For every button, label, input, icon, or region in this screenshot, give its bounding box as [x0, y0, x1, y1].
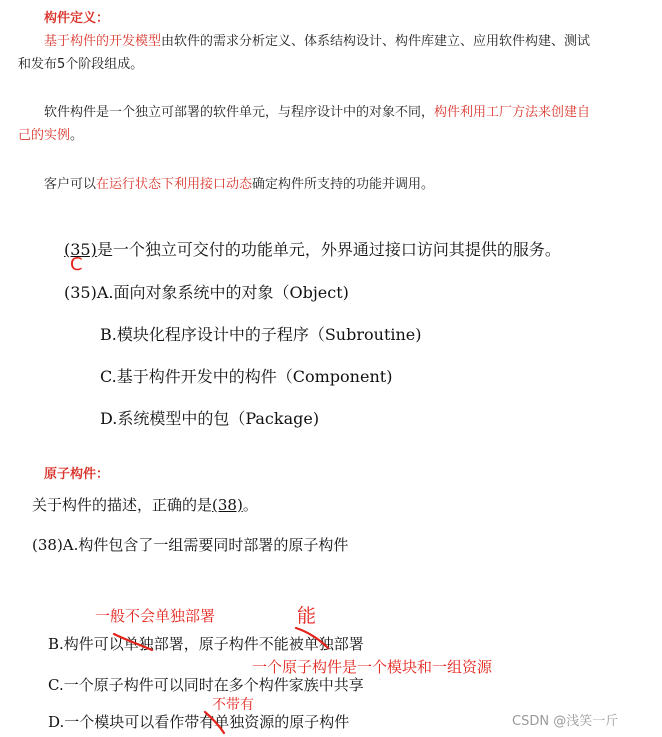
annotation-not-deployed-alone: 一般不会单独部署 — [95, 607, 216, 625]
answer-mark-c: C — [70, 254, 83, 275]
question-35-text: 是一个独立可交付的功能单元，外界通过接口访问其提供的服务。 — [96, 240, 561, 259]
question-38-option-a: (38)A.构件包含了一组需要同时部署的原子构件 — [32, 536, 349, 554]
question-35-option-b: B.模块化程序设计中的子程序（Subroutine) — [100, 325, 422, 344]
question-35-blank: (35) — [64, 240, 97, 259]
question-38-suffix: 。 — [242, 496, 258, 514]
question-35-option-a: (35)A.面向对象系统中的对象（Object) — [64, 283, 349, 302]
dev-model-text: 由软件的需求分析定义、体系结构设计、构件库建立、应用软件构建、测试 — [161, 34, 591, 49]
question-38-blank: (38) — [212, 496, 243, 514]
client-prefix: 客户可以 — [44, 177, 97, 192]
question-35-option-c: C.基于构件开发中的构件（Component) — [100, 367, 393, 386]
dev-model-highlight: 基于构件的开发模型 — [44, 34, 162, 49]
strike-mark-option-b-2 — [296, 628, 328, 648]
question-35-option-d: D.系统模型中的包（Package) — [100, 409, 320, 428]
question-38-option-b: B.构件可以单独部署，原子构件不能被单独部署 — [48, 635, 364, 653]
question-38-prefix: 关于构件的描述，正确的是 — [32, 496, 213, 514]
runtime-interface-highlight: 在运行状态下利用接口动态 — [96, 177, 253, 192]
annotation-module-resources: 一个原子构件是一个模块和一组资源 — [252, 658, 493, 676]
question-38-option-c: C.一个原子构件可以同时在多个构件家族中共享 — [48, 676, 364, 694]
strike-mark-option-b-1 — [114, 634, 152, 650]
strike-mark-option-d — [205, 712, 224, 733]
annotation-can: 能 — [297, 605, 317, 627]
annotation-without: 不带有 — [212, 697, 254, 713]
definition-heading: 构件定义： — [44, 11, 110, 26]
atomic-component-heading: 原子构件： — [44, 467, 110, 482]
factory-method-highlight: 构件利用工厂方法来创建自 — [434, 105, 591, 120]
instance-highlight: 己的实例 — [18, 128, 71, 143]
client-suffix: 确定构件所支持的功能并调用。 — [252, 177, 435, 192]
question-38-option-d: D.一个模块可以看作带有单独资源的原子构件 — [48, 713, 350, 731]
component-text: 软件构件是一个独立可部署的软件单元，与程序设计中的对象不同， — [44, 105, 435, 120]
period: 。 — [70, 128, 84, 143]
watermark: CSDN @浅笑一斤 — [512, 714, 619, 729]
paragraph-dev-model-line2: 和发布5个阶段组成。 — [18, 57, 144, 72]
